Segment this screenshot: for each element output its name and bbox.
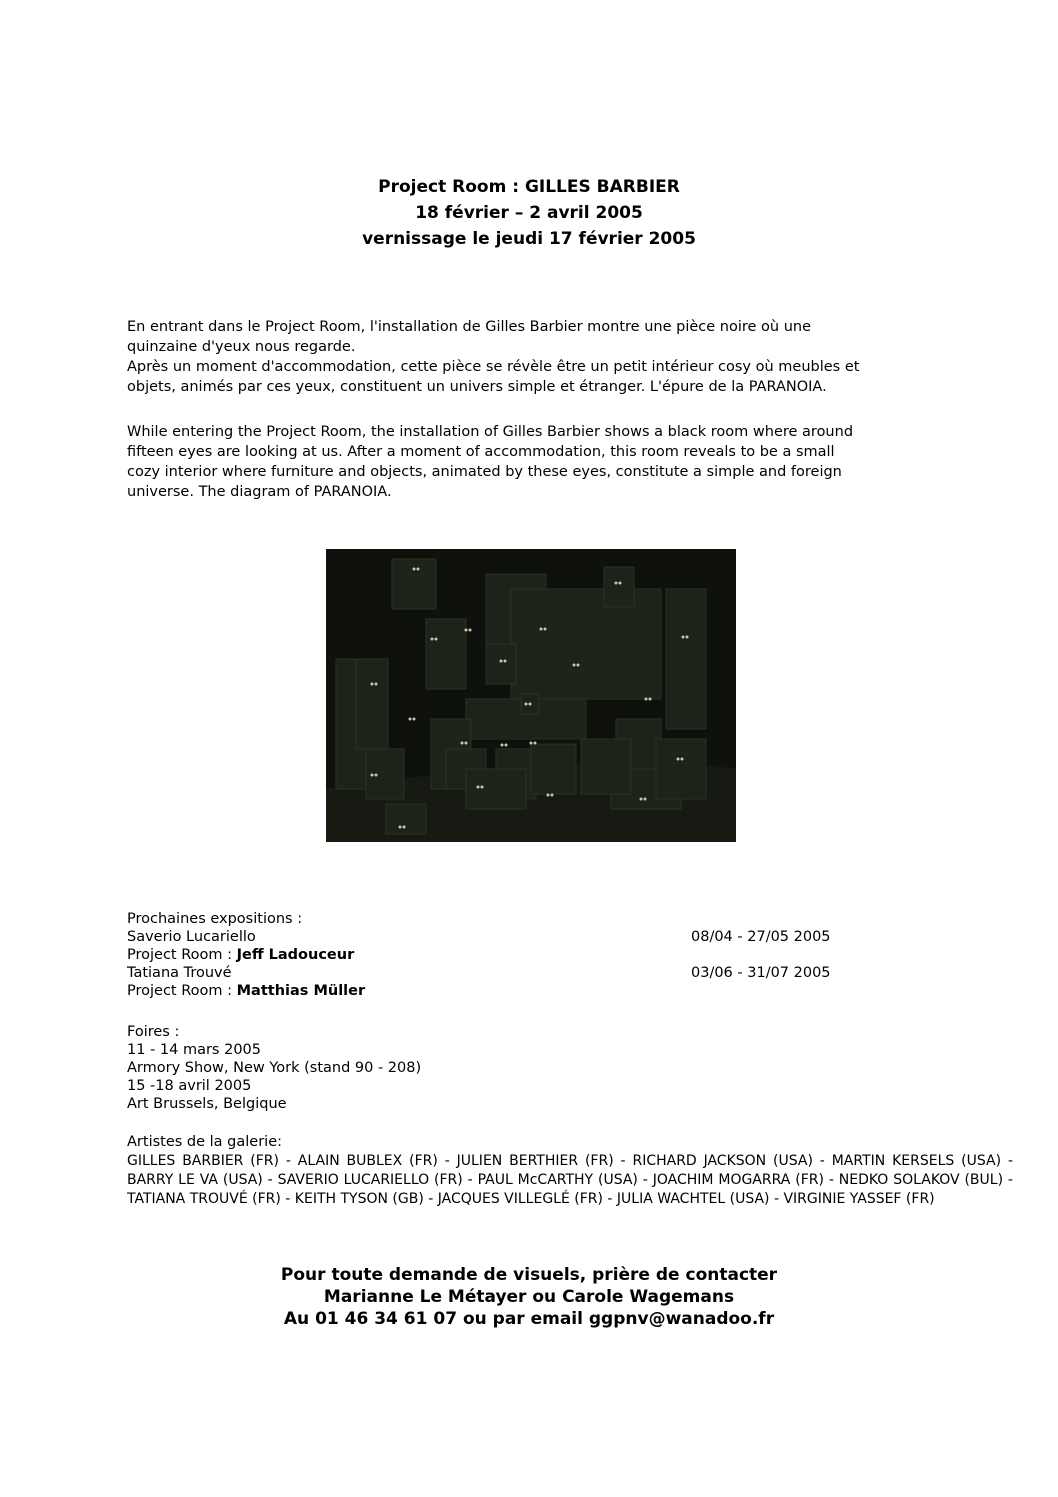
contact-line: Pour toute demande de visuels, prière de contacter (280, 1265, 778, 1285)
exhibition-row (127, 982, 887, 1000)
fairs-title: Foires : (127, 1024, 180, 1040)
artists-list: GILLES BARBIER (FR) - ALAIN BUBLEX (FR) - JULIEN BERTHIER (FR) - RICHARD JACKSON (USA) - MARTIN KERSELS (USA) - BARRY LE VA (USA) - SAVERIO LUCARIELLO (FR) - PAUL McCARTHY (USA) - JOACHIM MOGARRA (FR) - NEDKO SOLAKOV (BUL) - TATIANA TROUVÉ (FR) - KEITH TYSON (GB) - JACQUES VILLEGLÉ (FR) - JULIA WACHTEL (USA) - VIRGINIE YASSEF (FR) (127, 1153, 1013, 1207)
upcoming-exhibitions (127, 910, 887, 1000)
contact-names: Marianne Le Métayer ou Carole Wagemans (323, 1287, 735, 1307)
exhibition-artist: Saverio Lucariello (127, 929, 256, 945)
contact-phone-email: Au 01 46 34 61 07 ou par email ggpnv@wanadoo.fr (283, 1309, 775, 1329)
header-title: Project Room : GILLES BARBIER (378, 177, 680, 197)
exhibition-row (127, 946, 887, 964)
header (0, 174, 1058, 252)
english-line: cozy interior where furniture and objects, animated by these eyes, constitute a simple and foreign (127, 464, 842, 480)
exhibition-date: 08/04 - 27/05 2005 (691, 929, 831, 945)
installation-photo (326, 549, 736, 842)
fair-line: 15 -18 avril 2005 (127, 1078, 252, 1094)
french-description (127, 317, 933, 397)
fair-line: Armory Show, New York (stand 90 - 208) (127, 1060, 422, 1076)
fairs (127, 1023, 887, 1113)
fair-line: 11 - 14 mars 2005 (127, 1042, 261, 1058)
exhibition-artist: Tatiana Trouvé (127, 965, 232, 981)
exhibitions-title: Prochaines expositions : (127, 911, 303, 927)
exhibition-date: 03/06 - 31/07 2005 (691, 965, 831, 981)
exhibition-row (127, 964, 887, 982)
french-line: Après un moment d'accommodation, cette pièce se révèle être un petit intérieur cosy où meubles et (127, 359, 860, 375)
header-opening: vernissage le jeudi 17 février 2005 (362, 229, 696, 249)
french-line: objets, animés par ces yeux, constituent un univers simple et étranger. L'épure de la PARANOIA. (127, 379, 827, 395)
french-line: En entrant dans le Project Room, l'installation de Gilles Barbier montre une pièce noire où une (127, 319, 812, 335)
english-description (127, 422, 933, 502)
project-room-artist: Matthias Müller (236, 983, 366, 999)
french-line: quinzaine d'yeux nous regarde. (127, 339, 356, 355)
english-line: While entering the Project Room, the installation of Gilles Barbier shows a black room where around (127, 424, 854, 440)
header-dates: 18 février – 2 avril 2005 (415, 203, 643, 223)
artists-title: Artistes de la galerie: (127, 1134, 283, 1150)
contact-block (0, 1264, 1058, 1330)
project-room-artist: Jeff Ladouceur (236, 947, 355, 963)
exhibition-row (127, 928, 887, 946)
english-line: universe. The diagram of PARANOIA. (127, 484, 392, 500)
project-room-prefix: Project Room : (127, 983, 237, 999)
fair-line: Art Brussels, Belgique (127, 1096, 287, 1112)
project-room-prefix: Project Room : (127, 947, 237, 963)
installation-photo-svg (326, 549, 736, 842)
english-line: fifteen eyes are looking at us. After a moment of accommodation, this room reveals to be a small (127, 444, 835, 460)
